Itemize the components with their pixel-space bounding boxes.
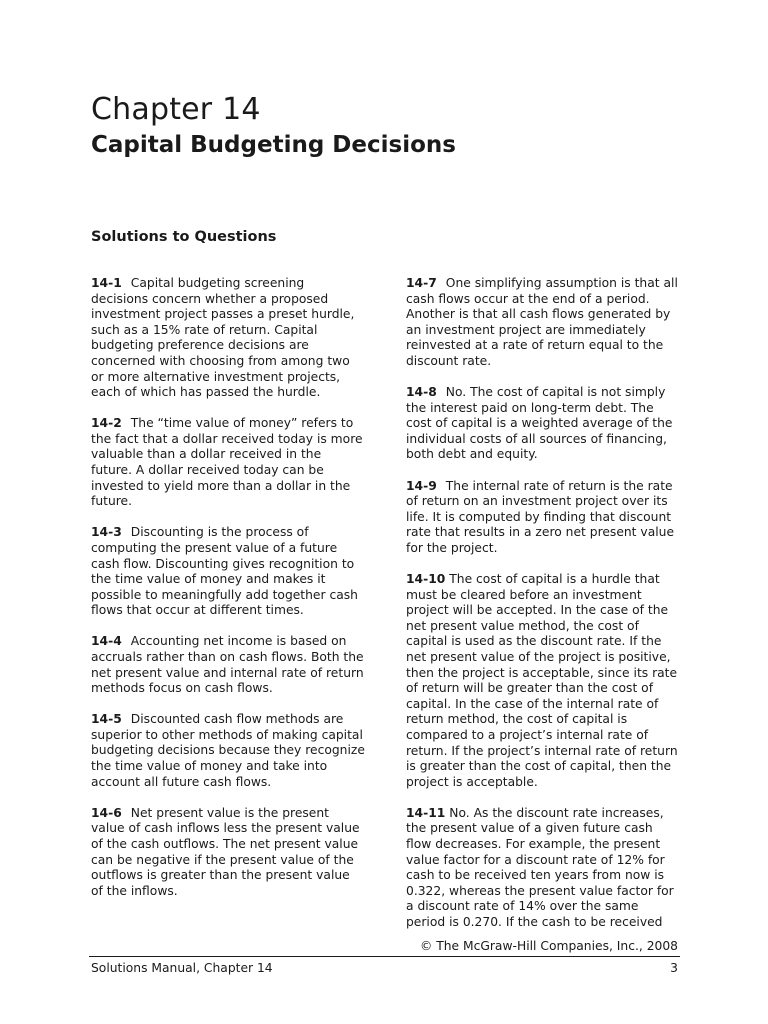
question-number: 14-5	[91, 712, 122, 727]
answer-text: No. The cost of capital is not simply the interest paid on long-term debt. The cost of capital is a weighted average of the individual costs of all sources of financing, both debt and equity.	[406, 385, 673, 462]
answer-text: One simplifying assumption is that all cash flows occur at the end of a period. Another is that all cash flows generated by an investment project are immediately reinvested at a rate of return equal to the discount rate.	[406, 276, 678, 368]
question-number: 14-11	[406, 805, 446, 820]
chapter-number: Chapter 14	[91, 92, 261, 127]
page-number: 3	[670, 961, 678, 975]
answer-text: Discounted cash flow methods are superior to other methods of making capital budgeting decisions because they recognize the time value of money and take into account all future cash flows.	[91, 712, 365, 789]
question-answer-14-5	[91, 712, 365, 790]
right-column	[406, 276, 680, 946]
answer-text: Discounting is the process of computing the present value of a future cash flow. Discounting gives recognition to the time value of money and makes it possible to meaningfully add together cash flows that occur at different times.	[91, 525, 358, 618]
question-number: 14-8	[406, 385, 437, 400]
answer-text: Capital budgeting screening decisions concern whether a proposed investment project passes a preset hurdle, such as a 15% rate of return. Capital budgeting preference decisions are concerned with choosing from among two or more alternative investment projects, each of which has passed the hurdle.	[91, 276, 355, 400]
question-answer-14-3	[91, 525, 365, 619]
question-answer-14-11	[406, 806, 680, 931]
question-number: 14-3	[91, 525, 122, 540]
left-column	[91, 276, 365, 915]
question-number: 14-10	[406, 572, 446, 586]
question-answer-14-6	[91, 806, 365, 900]
answer-text: The internal rate of return is the rate of return on an investment project over its life. It is computed by finding that discount rate that results in a zero net present value for the project.	[406, 478, 675, 555]
question-answer-14-4	[91, 634, 365, 696]
question-answer-14-10	[406, 572, 680, 790]
question-number: 14-2	[91, 416, 122, 431]
question-number: 14-4	[91, 634, 122, 649]
footer-divider	[89, 956, 680, 957]
question-number: 14-6	[91, 805, 122, 820]
answer-text: Net present value is the present value of cash inflows less the present value of the cash outflows. The net present value can be negative if the present value of the outflows is greater than the present value of the inflows.	[91, 805, 360, 898]
chapter-title: Capital Budgeting Decisions	[91, 132, 456, 158]
answer-text: The “time value of money” refers to the fact that a dollar received today is more valuable than a dollar received in the future. A dollar received today can be invested to yield more than a dollar in the future.	[91, 416, 363, 509]
question-answer-14-8	[406, 385, 680, 463]
answer-text: Accounting net income is based on accruals rather than on cash flows. Both the net present value and internal rate of return methods focus on cash flows.	[91, 634, 364, 696]
question-answer-14-2	[91, 416, 365, 510]
question-number: 14-9	[406, 478, 437, 493]
copyright-notice: © The McGraw-Hill Companies, Inc., 2008	[419, 939, 678, 953]
section-heading: Solutions to Questions	[91, 229, 277, 245]
answer-text: No. As the discount rate increases, the present value of a given future cash flow decreases. For example, the present value factor for a discount rate of 12% for cash to be received ten years from now is 0.322, whereas the present value factor for a discount rate of 14% over the same period is 0.270. If the cash to be received	[406, 805, 674, 929]
question-answer-14-7	[406, 276, 680, 370]
footer-manual-label: Solutions Manual, Chapter 14	[91, 961, 273, 975]
answer-text: The cost of capital is a hurdle that must be cleared before an investment project will be accepted. In the case of the net present value method, the cost of capital is used as the discount rate. If the net present value of the project is positive, then the project is acceptable, since its rate of return will be greater than the cost of capital. In the case of the internal rate of return method, the cost of capital is compared to a project’s internal rate of return. If the project’s internal rate of return is greater than the cost of capital, then the project is acceptable.	[406, 572, 678, 789]
question-answer-14-1	[91, 276, 365, 401]
question-answer-14-9	[406, 479, 680, 557]
question-number: 14-7	[406, 276, 437, 290]
question-number: 14-1	[91, 276, 122, 290]
